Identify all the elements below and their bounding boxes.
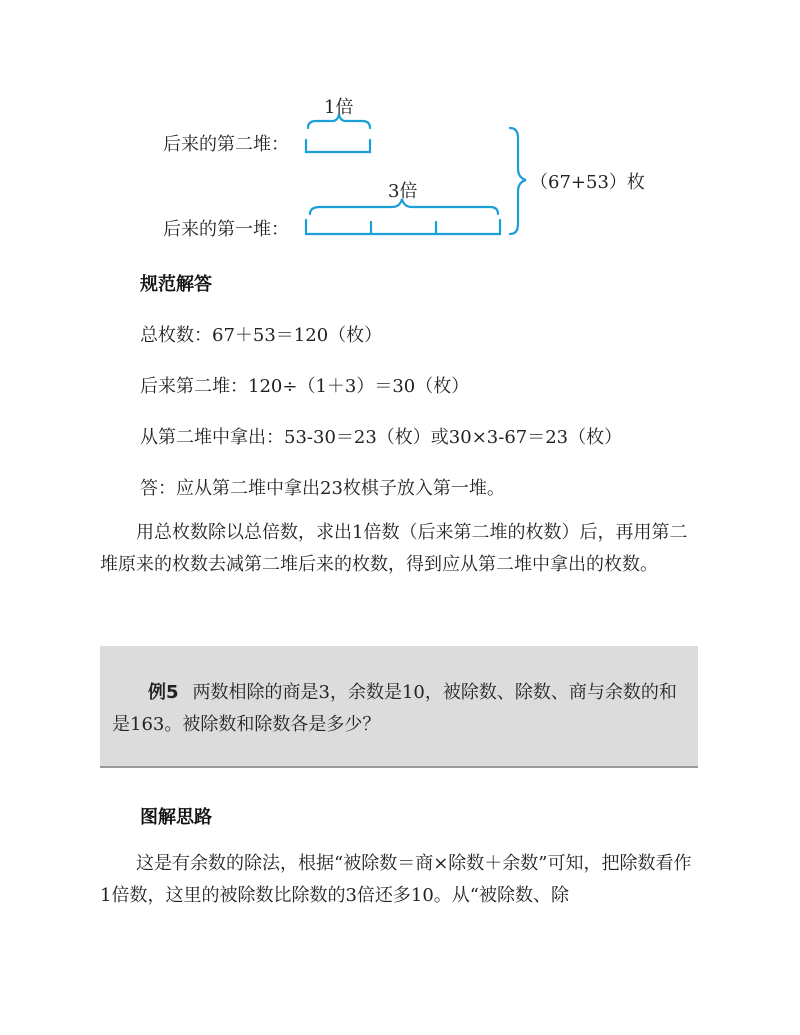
explanation-paragraph: 用总枚数除以总倍数，求出1倍数（后来第二堆的枚数）后，再用第二堆原来的枚数去减第二堆后来的枚数，得到应从第二堆中拿出的枚数。 [100,522,688,575]
answer-line: 答：应从第二堆中拿出23枚棋子放入第一堆。 [140,478,505,499]
label-3x: 3倍 [388,181,418,202]
solution-line: 后来第二堆：120÷（1＋3）＝30（枚） [140,376,470,397]
row-first-pile-label: 后来的第一堆： [163,219,289,240]
thinking-heading: 图解思路 [140,807,212,828]
solution-line: 总枚数：67＋53＝120（枚） [140,325,383,346]
diagram-lines [0,0,800,250]
example-text-block [112,677,692,741]
solution-line: 从第二堆中拿出：53-30＝23（枚）或30×3-67＝23（枚） [140,427,623,448]
thinking-paragraph: 这是有余数的除法，根据“被除数＝商×除数＋余数”可知，把除数看作1倍数，这里的被除数比除数的3倍还多10。从“被除数、除 [100,853,692,906]
label-1x: 1倍 [324,97,354,118]
line-segment-diagram [0,0,800,250]
label-total: （67+53）枚 [530,172,645,193]
example-box [100,646,698,768]
example-question: 两数相除的商是3，余数是10，被除数、除数、商与余数的和是163。被除数和除数各是多少？ [112,682,677,735]
segment-second-pile [306,140,370,152]
brace-total [510,128,526,234]
example-tag: 例5 [148,682,179,703]
segment-first-pile [306,220,500,234]
solution-heading: 规范解答 [140,274,212,295]
row-second-pile-label: 后来的第二堆： [163,134,289,155]
